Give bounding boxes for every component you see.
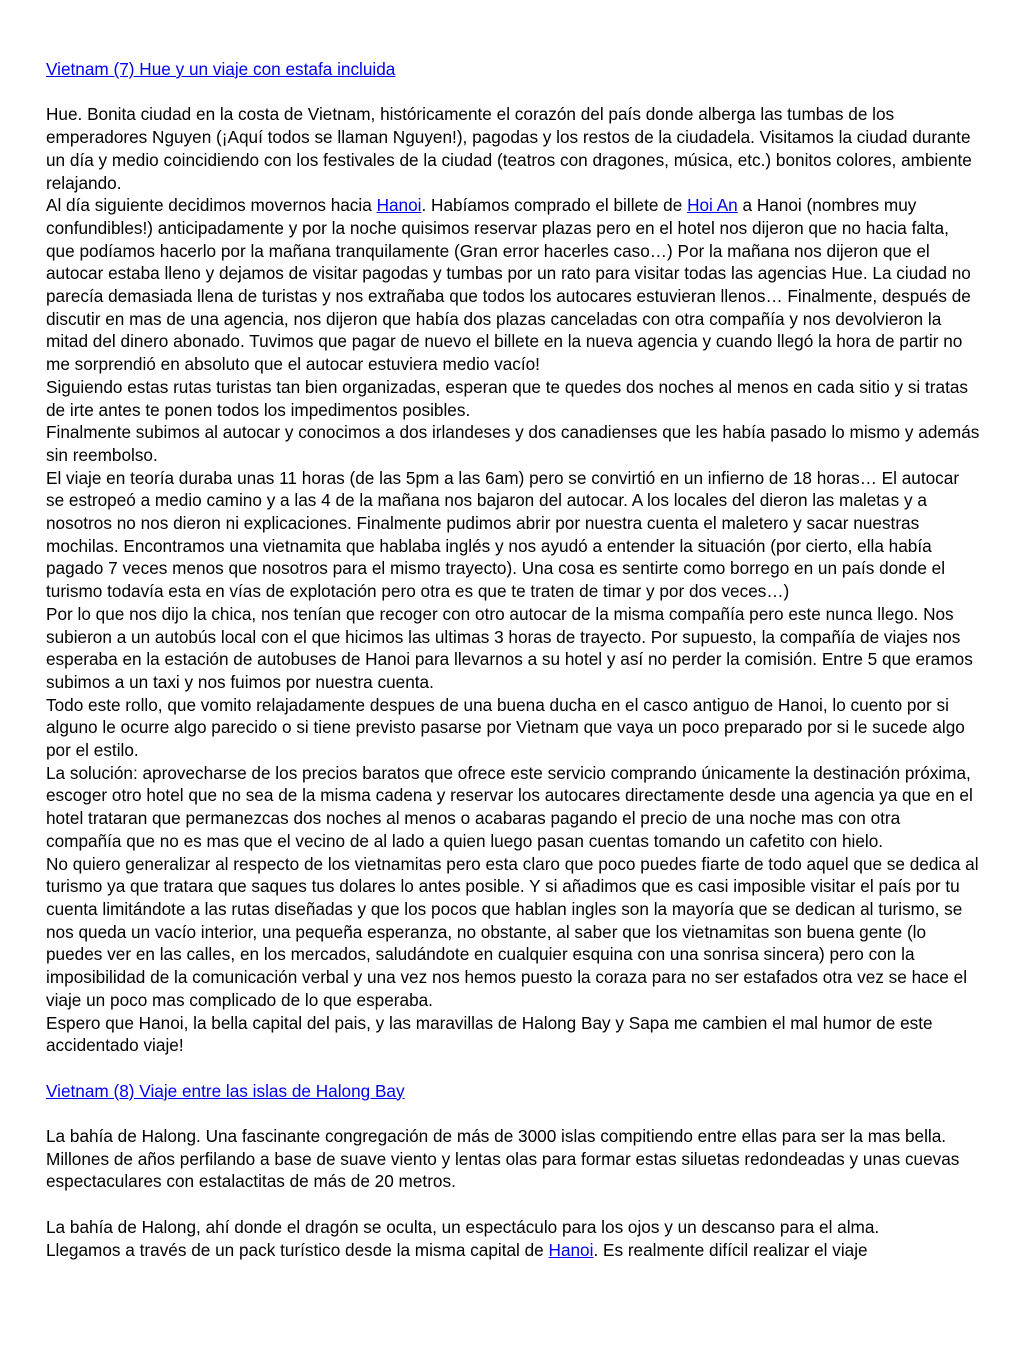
paragraph: Siguiendo estas rutas turistas tan bien organizadas, esperan que te quedes dos noches al menos en cada sitio y si tratas de irte antes te ponen todos los impedimentos posibles. <box>46 376 969 420</box>
text-run: a Hanoi (nombres muy confundibles!) anticipadamente y por la noche quisimos reservar plazas pero en el hotel nos dijeron que no hacia falta, que podíamos hacerlo por la mañana tranquilamente (Gran error hacerles caso…) Por la mañana nos dijeron que el autocar estaba lleno y dejamos de visitar pagodas y tumbas por un rato para visitar todas las agencias Hue. La ciudad no parecía demasiada llena de turistas y nos extrañaba que todos los autocares estuvieran llenos… Finalmente, después de discutir en mas de una agencia, nos dijeron que había dos plazas canceladas con otra compañía y nos devolvieron la mitad del dinero abonado. Tuvimos que pagar de nuevo el billete en la nueva agencia y cuando llegó la hora de partir no me sorprendió en absoluto que el autocar estuviera medio vacío! <box>46 195 971 375</box>
post-title-link-hue[interactable]: Vietnam (7) Hue y un viaje con estafa incluida <box>46 59 396 79</box>
text-run: Llegamos a través de un pack turístico desde la misma capital de <box>46 1239 549 1260</box>
paragraph: Hue. Bonita ciudad en la costa de Vietnam, históricamente el corazón del país donde alberga las tumbas de los emperadores Nguyen (¡Aquí todos se llaman Nguyen!), pagodas y los restos de la ciudadela. Visitamos la ciudad durante un día y medio coincidiendo con los festivales de la ciudad (teatros con dragones, música, etc.) bonitos colores, ambiente relajando. <box>46 104 972 193</box>
paragraph: No quiero generalizar al respecto de los vietnamitas pero esta claro que poco puedes fiarte de todo aquel que se dedica al turismo ya que tratara que saques tus dolares lo antes posible. Y si añadimos que es casi imposible visitar el país por tu cuenta limitándote a las rutas diseñadas y que los pocos que hablan ingles son la mayoría que se dedican al turismo, se nos queda un vacío interior, una pequeña esperanza, no obstante, al saber que los vietnamitas son buena gente (lo puedes ver en las calles, en los mercados, saludándote en cualquier esquina con una sonrisa sincera) pero con la imposibilidad de la comunicación verbal y una vez nos hemos puesto la coraza para no ser estafados otra vez se hace el viaje un poco mas complicado de lo que esperaba. <box>46 853 979 1010</box>
link-hanoi[interactable]: Hanoi <box>376 195 422 216</box>
link-hanoi[interactable]: Hanoi <box>548 1239 594 1260</box>
paragraph: La bahía de Halong. Una fascinante congregación de más de 3000 islas compitiendo entre ellas para ser la mas bella. Millones de años perfilando a base de suave viento y lentas olas para formar estas siluetas redondeadas y unas cuevas espectaculares con estalactitas de más de 20 metros. <box>46 1126 960 1192</box>
paragraph: La bahía de Halong, ahí donde el dragón se oculta, un espectáculo para los ojos y un descanso para el alma. <box>46 1216 880 1237</box>
paragraph: Finalmente subimos al autocar y conocimos a dos irlandeses y dos canadienses que les había pasado lo mismo y además sin reembolso. <box>46 422 980 465</box>
paragraph <box>46 194 980 376</box>
post-title-link-halong[interactable]: Vietnam (8) Viaje entre las islas de Halong Bay <box>46 1080 405 1101</box>
text-run: . Habíamos comprado el billete de <box>421 195 688 216</box>
spacer <box>46 1102 980 1125</box>
spacer <box>46 81 980 104</box>
spacer <box>46 1193 980 1216</box>
text-run: Al día siguiente decidimos movernos hacia <box>46 195 377 216</box>
paragraph: La solución: aprovecharse de los precios baratos que ofrece este servicio comprando únicamente la destinación próxima, escoger otro hotel que no sea de la misma cadena y reservar los autocares directamente desde una agencia ya que en el hotel trataran que permanezcas dos noches al menos o acabaras pagando el precio de una noche mas con otra compañía que no es mas que el vecino de al lado a quien luego pasan cuentas tomando un cafetito con hielo. <box>46 762 973 851</box>
paragraph: El viaje en teoría duraba unas 11 horas (de las 5pm a las 6am) pero se convirtió en un infierno de 18 horas… El autocar se estropeó a medio camino y a las 4 de la mañana nos bajaron del autocar. A los locales del dieron las maletas y a nosotros no nos dieron ni explicaciones. Finalmente pudimos abrir por nuestra cuenta el maletero y sacar nuestras mochilas. Encontramos una vietnamita que hablaba inglés y nos ayudó a entender la situación (por cierto, ella había pagado 7 veces menos que nosotros para el mismo trayecto). Una cosa es sentirte como borrego en un país donde el turismo todavía esta en vías de explotación pero otra es que te traten de timar y por dos veces…) <box>46 467 960 602</box>
paragraph: Por lo que nos dijo la chica, nos tenían que recoger con otro autocar de la misma compañía pero este nunca llego. Nos subieron a un autobús local con el que hicimos las ultimas 3 horas de trayecto. Por supuesto, la compañía de viajes nos esperaba en la estación de autobuses de Hanoi para llevarnos a su hotel y así no perder la comisión. Entre 5 que eramos subimos a un taxi y nos fuimos por nuestra cuenta. <box>46 603 973 692</box>
link-hoi-an[interactable]: Hoi An <box>687 195 738 216</box>
document-page <box>46 58 980 1261</box>
paragraph <box>46 1239 980 1262</box>
paragraph: Todo este rollo, que vomito relajadamente despues de una buena ducha en el casco antiguo de Hanoi, lo cuento por si alguno le ocurre algo parecido o si tiene previsto pasarse por Vietnam que vaya un poco preparado por si le sucede algo por el estilo. <box>46 694 965 761</box>
spacer <box>46 1057 980 1080</box>
paragraph: Espero que Hanoi, la bella capital del pais, y las maravillas de Halong Bay y Sapa me cambien el mal humor de este accidentado viaje! <box>46 1012 933 1056</box>
text-run: . Es realmente difícil realizar el viaje <box>593 1239 868 1260</box>
